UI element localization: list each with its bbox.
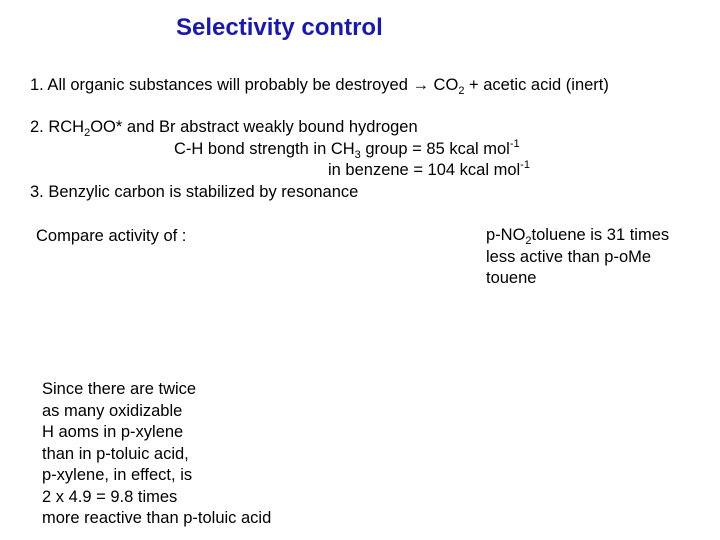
line-2-b: OO* and Br abstract weakly bound hydrogen [90, 118, 418, 136]
compare-label: Compare activity of : [36, 227, 187, 245]
line-3-b: group = 85 kcal mol [360, 140, 510, 158]
line-4-sup: -1 [520, 159, 530, 171]
line-3-sup: -1 [509, 138, 520, 150]
right-note-line-3: touene [486, 269, 537, 287]
line-3 [174, 140, 520, 159]
line-1-sub: 2 [458, 85, 465, 97]
since-line: H aoms in p-xylene [42, 423, 184, 441]
since-block [42, 379, 271, 530]
since-line: more reactive than p-toluic acid [42, 509, 272, 527]
right-note-a: p-NO [486, 226, 526, 244]
since-line: as many oxidizable [42, 401, 183, 420]
since-line: Since there are twice [42, 380, 197, 398]
right-note-line-2: less active than p-oMe [486, 247, 652, 266]
slide-title: Selectivity control [176, 14, 383, 41]
line-1-rest: + acetic acid (inert) [464, 76, 609, 94]
right-note [486, 225, 669, 290]
line-3-sub: 3 [354, 149, 361, 161]
line-5: 3. Benzylic carbon is stabilized by resonance [30, 183, 359, 201]
since-line: 2 x 4.9 = 9.8 times [42, 487, 178, 506]
right-note-b: toluene is 31 times [531, 226, 670, 244]
line-4 [328, 161, 530, 180]
line-3-a: C-H bond strength in CH [174, 140, 355, 158]
line-2-sub: 2 [84, 127, 91, 139]
line-4-a: in benzene = 104 kcal mol [328, 161, 521, 179]
since-line: p-xylene, in effect, is [42, 466, 193, 484]
right-note-line-1 [486, 225, 669, 247]
line-2-a: 2. RCH [30, 118, 85, 136]
line-2 [30, 118, 418, 137]
since-line: than in p-toluic acid, [42, 444, 189, 463]
line-1 [30, 76, 609, 95]
right-note-sub: 2 [525, 235, 532, 247]
line-1-text: 1. All organic substances will probably be destroyed → CO [30, 76, 459, 94]
